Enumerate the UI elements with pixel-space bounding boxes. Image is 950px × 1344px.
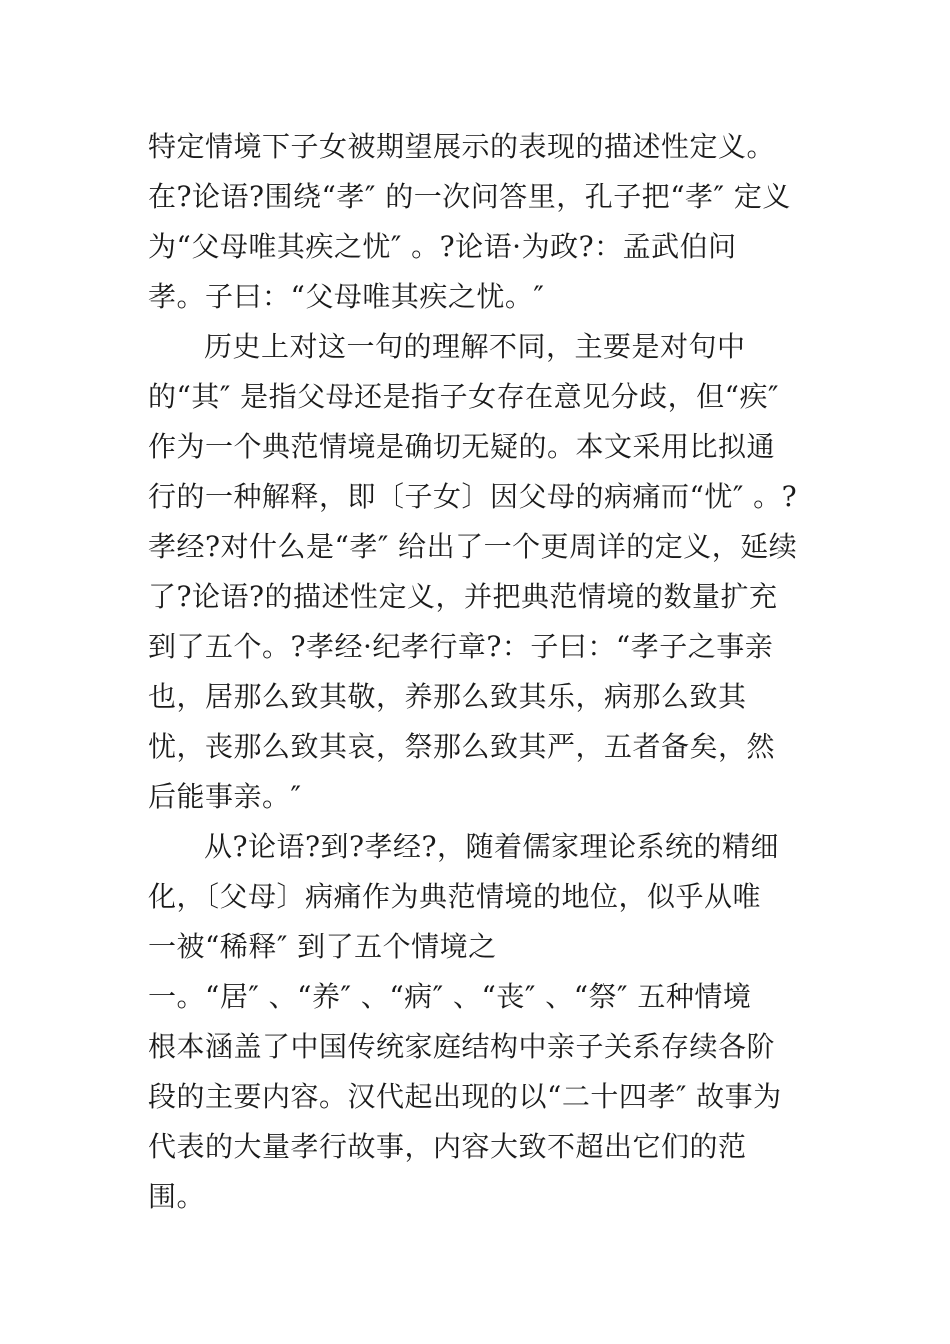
text-line: 到了五个。?孝经·纪孝行章?：子曰：“孝子之事亲 bbox=[148, 630, 774, 663]
paragraph-first-line: 从?论语?到?孝经?，随着儒家理论系统的精细 bbox=[204, 830, 780, 863]
text-line: 行的一种解释，即〔子女〕因父母的病痛而“忧″ 。? bbox=[148, 480, 798, 513]
text-line: 在?论语?围绕“孝″ 的一次问答里，孔子把“孝″ 定义 bbox=[148, 180, 791, 213]
text-line: 为“父母唯其疾之忧″ 。?论语·为政?：孟武伯问 bbox=[148, 230, 737, 263]
text-line: 后能事亲。″ bbox=[148, 780, 302, 813]
text-line: 忧，丧那么致其哀，祭那么致其严，五者备矣，然 bbox=[148, 730, 776, 763]
text-line: 孝。子曰：“父母唯其疾之忧。″ bbox=[148, 280, 545, 313]
text-line: 了?论语?的描述性定义，并把典范情境的数量扩充 bbox=[148, 580, 778, 613]
text-line: 孝经?对什么是“孝″ 给出了一个更周详的定义，延续 bbox=[148, 530, 798, 563]
text-line: 代表的大量孝行故事，内容大致不超出它们的范 bbox=[148, 1130, 747, 1163]
text-line: 段的主要内容。汉代起出现的以“二十四孝″ 故事为 bbox=[148, 1080, 782, 1113]
text-line: 一被“稀释″ 到了五个情境之 bbox=[148, 930, 497, 963]
paragraph-first-line: 历史上对这一句的理解不同，主要是对句中 bbox=[204, 330, 746, 363]
text-line: 作为一个典范情境是确切无疑的。本文采用比拟通 bbox=[148, 430, 776, 463]
text-line: 一。“居″ 、“养″ 、“病″ 、“丧″ 、“祭″ 五种情境 bbox=[148, 980, 752, 1013]
text-line: 特定情境下子女被期望展示的表现的描述性定义。 bbox=[148, 130, 776, 163]
text-line: 化，〔父母〕病痛作为典范情境的地位，似乎从唯 bbox=[148, 880, 762, 913]
text-line: 根本涵盖了中国传统家庭结构中亲子关系存续各阶 bbox=[148, 1030, 776, 1063]
text-line: 也，居那么致其敬，养那么致其乐，病那么致其 bbox=[148, 680, 747, 713]
text-line: 围。 bbox=[148, 1180, 206, 1213]
text-line: 的“其″ 是指父母还是指子女存在意见分歧，但“疾″ bbox=[148, 380, 779, 413]
